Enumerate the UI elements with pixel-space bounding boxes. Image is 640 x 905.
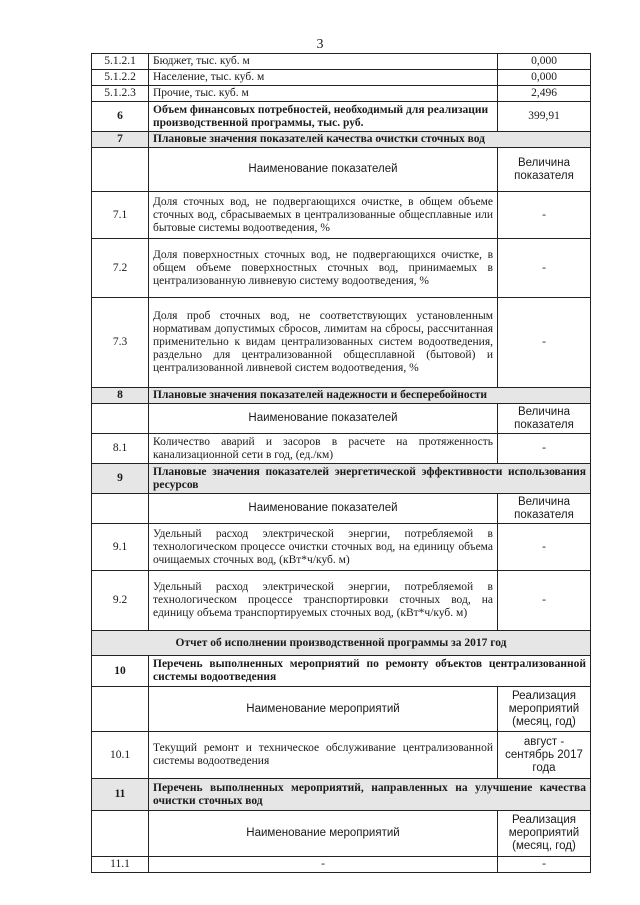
row-value: - [498, 192, 591, 239]
column-header-value: Величина показателя [498, 494, 591, 524]
row-value: - [498, 857, 591, 873]
table-row [92, 732, 591, 779]
section-title: Плановые значения показателей энергетической эффективности использования ресурсов [149, 464, 591, 494]
empty-cell [92, 148, 149, 192]
row-label: Удельный расход электрической энергии, потребляемой в технологическом процессе очистки сточных вод, на единицу объема очищаемых сточных вод, (кВт*ч/куб. м) [149, 524, 498, 571]
section-number: 7 [92, 132, 149, 148]
table-row [92, 70, 591, 86]
row-number: 6 [92, 102, 149, 132]
row-number: 5.1.2.3 [92, 86, 149, 102]
row-value: 0,000 [498, 70, 591, 86]
section-heading-row [92, 779, 591, 811]
row-number: 5.1.2.2 [92, 70, 149, 86]
row-number: 9.1 [92, 524, 149, 571]
empty-cell [92, 494, 149, 524]
page-number: 3 [316, 37, 324, 52]
row-number: 7.3 [92, 298, 149, 388]
section-heading-row [92, 464, 591, 494]
row-number: 11.1 [92, 857, 149, 873]
row-value: - [498, 239, 591, 298]
table-row [92, 298, 591, 388]
row-value: - [498, 434, 591, 464]
column-header-name: Наименование мероприятий [149, 687, 498, 732]
row-label: Удельный расход электрической энергии, потребляемой в технологическом процессе транспортировки сточных вод, на единицу объема транспортируемых сточных вод, (кВт*ч/куб. м) [149, 571, 498, 631]
section-title: Плановые значения показателей надежности и бесперебойности [149, 388, 591, 404]
table-row [92, 102, 591, 132]
row-value: 0,000 [498, 54, 591, 70]
row-number: 5.1.2.1 [92, 54, 149, 70]
empty-cell [92, 811, 149, 857]
row-value: 2,496 [498, 86, 591, 102]
row-number: 8.1 [92, 434, 149, 464]
column-header-name: Наименование показателей [149, 148, 498, 192]
row-label: Доля сточных вод, не подвергающихся очистке, в общем объеме сточных вод, сбрасываемых в централизованные общесплавные или бытовые системы водоотведения, % [149, 192, 498, 239]
column-header-row [92, 811, 591, 857]
section-number: 8 [92, 388, 149, 404]
row-value: - [498, 524, 591, 571]
column-header-value: Величина показателя [498, 404, 591, 434]
row-value: - [498, 571, 591, 631]
table-row [92, 239, 591, 298]
column-header-name: Наименование показателей [149, 404, 498, 434]
row-number: 9.2 [92, 571, 149, 631]
row-value: август - сентябрь 2017 года [498, 732, 591, 779]
section-number: 10 [92, 656, 149, 687]
column-header-row [92, 494, 591, 524]
report-title: Отчет об исполнении производственной программы за 2017 год [92, 631, 591, 656]
column-header-name: Наименование показателей [149, 494, 498, 524]
row-value: - [498, 298, 591, 388]
table-row [92, 54, 591, 70]
row-number: 7.1 [92, 192, 149, 239]
row-number: 10.1 [92, 732, 149, 779]
program-table [91, 53, 591, 873]
row-label: Текущий ремонт и техническое обслуживание централизованной системы водоотведения [149, 732, 498, 779]
table-row [92, 434, 591, 464]
row-label: Бюджет, тыс. куб. м [149, 54, 498, 70]
section-title: Перечень выполненных мероприятий по ремонту объектов централизованной системы водоотведения [149, 656, 591, 687]
section-heading-row [92, 132, 591, 148]
column-header-value: Реализация мероприятий (месяц, год) [498, 687, 591, 732]
row-label: - [149, 857, 498, 873]
row-label: Население, тыс. куб. м [149, 70, 498, 86]
section-number: 11 [92, 779, 149, 811]
row-value: 399,91 [498, 102, 591, 132]
column-header-row [92, 687, 591, 732]
table-row [92, 524, 591, 571]
row-label: Количество аварий и засоров в расчете на протяженность канализационной сети в год, (ед./км) [149, 434, 498, 464]
column-header-row [92, 148, 591, 192]
section-number: 9 [92, 464, 149, 494]
section-heading-row [92, 656, 591, 687]
section-heading-row [92, 388, 591, 404]
row-number: 7.2 [92, 239, 149, 298]
empty-cell [92, 687, 149, 732]
row-label: Доля проб сточных вод, не соответствующих установленным нормативам допустимых сбросов, лимитам на сбросы, рассчитанная применительно к видам централизованных систем водоотведения, раздельно для централизованной общесплавной (бытовой) и централизованной ливневой систем водоотведения, % [149, 298, 498, 388]
column-header-value: Реализация мероприятий (месяц, год) [498, 811, 591, 857]
table-row [92, 857, 591, 873]
table-row [92, 86, 591, 102]
row-label: Прочие, тыс. куб. м [149, 86, 498, 102]
section-title: Перечень выполненных мероприятий, направленных на улучшение качества очистки сточных вод [149, 779, 591, 811]
table-row [92, 571, 591, 631]
column-header-value: Величина показателя [498, 148, 591, 192]
empty-cell [92, 404, 149, 434]
table-row [92, 192, 591, 239]
column-header-row [92, 404, 591, 434]
row-label: Доля поверхностных сточных вод, не подвергающихся очистке, в общем объеме поверхностных сточных вод, принимаемых в централизованную ливневую систему водоотведения, % [149, 239, 498, 298]
row-label: Объем финансовых потребностей, необходимый для реализации производственной программы, тыс. руб. [149, 102, 498, 132]
report-title-row [92, 631, 591, 656]
section-title: Плановые значения показателей качества очистки сточных вод [149, 132, 591, 148]
column-header-name: Наименование мероприятий [149, 811, 498, 857]
